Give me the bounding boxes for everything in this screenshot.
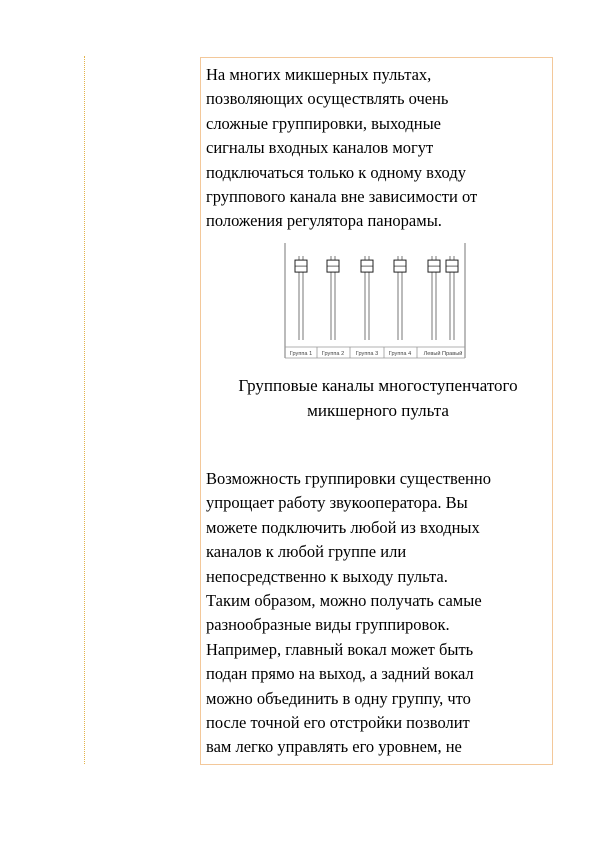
text-line: разнообразные виды группировок. bbox=[206, 615, 450, 635]
figure-caption bbox=[206, 374, 550, 423]
text-line: вам легко управлять его уровнем, не bbox=[206, 737, 462, 757]
text-line: сигналы входных каналов могут bbox=[206, 138, 434, 158]
margin-dotted-rule bbox=[84, 56, 85, 764]
fader-label: Левый Правый bbox=[423, 351, 463, 357]
text-line: после точной его отстройки позволит bbox=[206, 713, 470, 733]
text-line: Таким образом, можно получать самые bbox=[206, 591, 482, 611]
fader-label: Группа 3 bbox=[355, 351, 379, 357]
caption-line: микшерного пульта bbox=[307, 400, 449, 420]
text-line: позволяющих осуществлять очень bbox=[206, 89, 449, 109]
text-line: группового канала вне зависимости от bbox=[206, 187, 478, 207]
text-line: можно объединить в одну группу, что bbox=[206, 688, 471, 708]
fader-label: Группа 1 bbox=[289, 351, 313, 357]
text-line: положения регулятора панорамы. bbox=[206, 211, 442, 231]
text-line: подключаться только к одному входу bbox=[206, 162, 466, 182]
text-line: подан прямо на выход, а задний вокал bbox=[206, 664, 474, 684]
caption-line: Групповые каналы многоступенчатого bbox=[238, 376, 518, 395]
paragraph-intro bbox=[206, 63, 477, 234]
text-line: упрощает работу звукооператора. Вы bbox=[206, 493, 468, 513]
text-line: На многих микшерных пультах, bbox=[206, 65, 432, 84]
text-line: Например, главный вокал может быть bbox=[206, 639, 474, 659]
fader-label: Группа 4 bbox=[388, 351, 412, 357]
group-faders-figure bbox=[280, 240, 470, 364]
fader-label: Группа 2 bbox=[321, 351, 345, 357]
text-line: Возможность группировки существенно bbox=[206, 469, 491, 488]
text-line: каналов к любой группе или bbox=[206, 542, 407, 562]
text-line: сложные группировки, выходные bbox=[206, 113, 441, 133]
text-line: можете подключить любой из входных bbox=[206, 517, 480, 537]
text-line: непосредственно к выходу пульта. bbox=[206, 566, 448, 586]
paragraph-grouping bbox=[206, 467, 491, 760]
